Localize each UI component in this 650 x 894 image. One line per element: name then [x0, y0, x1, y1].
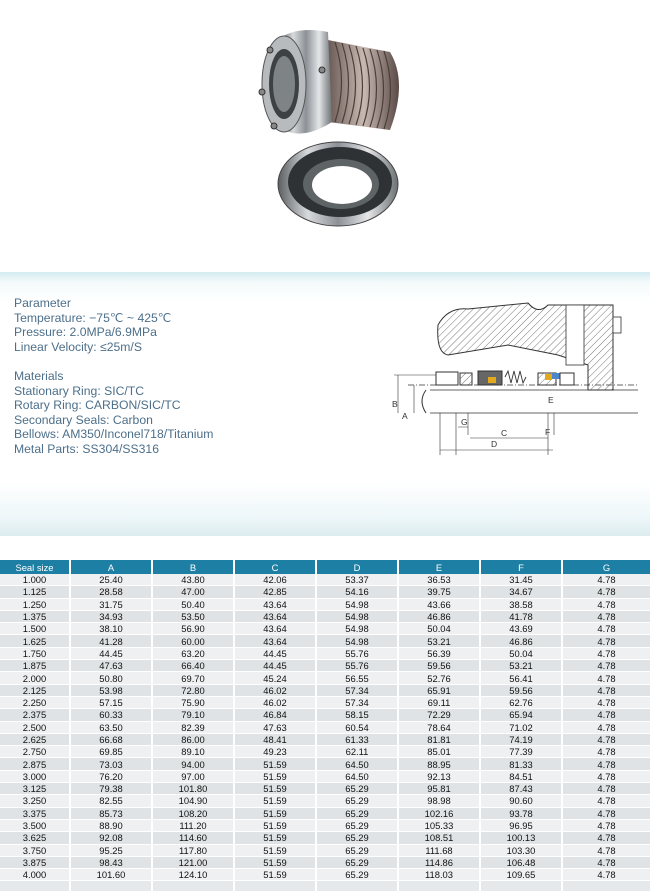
- table-cell: 2.750: [0, 746, 70, 758]
- table-cell: 43.69: [480, 623, 562, 635]
- table-body: [0, 574, 650, 892]
- table-cell: 44.45: [234, 647, 316, 659]
- table-cell: 3.625: [0, 832, 70, 844]
- table-cell: 56.41: [480, 672, 562, 684]
- table-cell: 57.34: [316, 684, 398, 696]
- table-cell: 47.63: [70, 660, 152, 672]
- table-cell: 4.78: [562, 709, 650, 721]
- table-cell: 36.53: [398, 574, 480, 586]
- table-row: [0, 770, 650, 782]
- table-cell: 1.750: [0, 647, 70, 659]
- table-cell: 4.78: [562, 819, 650, 831]
- materials-heading: Materials: [14, 368, 64, 383]
- product-photo-area: [0, 0, 650, 272]
- table-cell: 65.91: [398, 684, 480, 696]
- table-cell: 46.84: [234, 709, 316, 721]
- table-cell: 43.64: [234, 598, 316, 610]
- table-cell: 111.68: [398, 844, 480, 856]
- table-cell-empty: [398, 881, 480, 892]
- table-cell: 117.80: [152, 844, 234, 856]
- table-row: [0, 869, 650, 881]
- metal-parts-line: Metal Parts: SS304/SS316: [14, 441, 159, 456]
- table-cell: 97.00: [152, 770, 234, 782]
- table-cell: 65.29: [316, 807, 398, 819]
- seal-cross-section-diagram: [388, 295, 638, 465]
- table-cell: 88.90: [70, 819, 152, 831]
- table-cell: 90.60: [480, 795, 562, 807]
- table-cell: 50.04: [398, 623, 480, 635]
- table-cell: 4.78: [562, 758, 650, 770]
- table-cell: 56.39: [398, 647, 480, 659]
- table-cell: 4.78: [562, 746, 650, 758]
- pressure-line: Pressure: 2.0MPa/6.9MPa: [14, 325, 157, 340]
- table-cell: 3.750: [0, 844, 70, 856]
- table-cell: 51.59: [234, 783, 316, 795]
- table-cell: 51.59: [234, 795, 316, 807]
- table-cell: 38.58: [480, 598, 562, 610]
- label-g: G: [461, 417, 468, 427]
- table-cell: 79.38: [70, 783, 152, 795]
- table-cell: 59.56: [480, 684, 562, 696]
- table-cell: 42.85: [234, 586, 316, 598]
- temperature-line: Temperature: −75℃ ~ 425℃: [14, 310, 172, 325]
- table-cell: 65.29: [316, 795, 398, 807]
- table-cell: 3.250: [0, 795, 70, 807]
- table-cell: 31.45: [480, 574, 562, 586]
- table-cell: 51.59: [234, 844, 316, 856]
- table-cell: 81.33: [480, 758, 562, 770]
- table-cell: 65.29: [316, 856, 398, 868]
- table-cell: 1.500: [0, 623, 70, 635]
- table-cell: 98.43: [70, 856, 152, 868]
- table-cell: 93.78: [480, 807, 562, 819]
- table-cell-empty: [316, 881, 398, 892]
- table-cell: 41.78: [480, 610, 562, 622]
- table-cell: 118.03: [398, 869, 480, 881]
- table-cell: 65.29: [316, 819, 398, 831]
- table-cell: 73.03: [70, 758, 152, 770]
- table-cell: 121.00: [152, 856, 234, 868]
- table-cell: 4.78: [562, 832, 650, 844]
- table-cell: 4.78: [562, 783, 650, 795]
- table-row: [0, 660, 650, 672]
- table-row: [0, 807, 650, 819]
- table-cell: 51.59: [234, 856, 316, 868]
- table-cell: 1.875: [0, 660, 70, 672]
- table-cell: 69.70: [152, 672, 234, 684]
- table-cell: 54.16: [316, 586, 398, 598]
- table-cell: 87.43: [480, 783, 562, 795]
- table-cell: 51.59: [234, 758, 316, 770]
- table-cell: 62.11: [316, 746, 398, 758]
- table-cell: 34.93: [70, 610, 152, 622]
- table-row: [0, 684, 650, 696]
- table-cell-empty: [152, 881, 234, 892]
- table-cell-empty: [562, 881, 650, 892]
- table-cell: 3.375: [0, 807, 70, 819]
- table-cell: 2.875: [0, 758, 70, 770]
- table-cell: 58.15: [316, 709, 398, 721]
- table-cell: 101.80: [152, 783, 234, 795]
- table-cell: 84.51: [480, 770, 562, 782]
- table-cell: 44.45: [70, 647, 152, 659]
- table-cell: 65.29: [316, 869, 398, 881]
- table-cell: 50.04: [480, 647, 562, 659]
- table-cell: 43.64: [234, 635, 316, 647]
- table-cell: 4.78: [562, 586, 650, 598]
- table-cell: 76.20: [70, 770, 152, 782]
- table-cell: 54.98: [316, 623, 398, 635]
- table-cell: 60.54: [316, 721, 398, 733]
- table-cell: 43.80: [152, 574, 234, 586]
- table-cell: 1.000: [0, 574, 70, 586]
- table-cell: 57.34: [316, 696, 398, 708]
- table-row: [0, 696, 650, 708]
- table-cell: 4.78: [562, 733, 650, 745]
- table-cell: 55.76: [316, 660, 398, 672]
- table-cell: 111.20: [152, 819, 234, 831]
- table-cell: 53.21: [398, 635, 480, 647]
- product-photo: [240, 22, 410, 254]
- table-cell: 1.125: [0, 586, 70, 598]
- table-cell: 2.375: [0, 709, 70, 721]
- table-cell: 53.21: [480, 660, 562, 672]
- table-cell: 89.10: [152, 746, 234, 758]
- table-cell: 4.78: [562, 856, 650, 868]
- table-header-row: [0, 560, 650, 574]
- table-cell: 4.78: [562, 672, 650, 684]
- table-cell: 65.29: [316, 832, 398, 844]
- table-row: [0, 795, 650, 807]
- table-cell: 1.250: [0, 598, 70, 610]
- table-cell: 4.78: [562, 807, 650, 819]
- secondary-seals-line: Secondary Seals: Carbon: [14, 412, 153, 427]
- table-row: [0, 709, 650, 721]
- table-blank-row: [0, 881, 650, 892]
- table-cell: 72.29: [398, 709, 480, 721]
- table-cell: 64.50: [316, 758, 398, 770]
- table-cell: 108.51: [398, 832, 480, 844]
- table-cell: 108.20: [152, 807, 234, 819]
- table-cell: 104.90: [152, 795, 234, 807]
- table-cell: 85.01: [398, 746, 480, 758]
- label-f: F: [545, 427, 551, 437]
- table-cell: 53.50: [152, 610, 234, 622]
- table-cell: 46.86: [480, 635, 562, 647]
- table-cell: 75.90: [152, 696, 234, 708]
- table-row: [0, 746, 650, 758]
- table-cell: 60.33: [70, 709, 152, 721]
- table-row: [0, 574, 650, 586]
- table-cell: 55.76: [316, 647, 398, 659]
- table-cell-empty: [234, 881, 316, 892]
- table-row: [0, 672, 650, 684]
- table-cell: 38.10: [70, 623, 152, 635]
- header-b: B: [152, 560, 234, 574]
- table-cell: 4.78: [562, 770, 650, 782]
- table-cell: 81.81: [398, 733, 480, 745]
- table-cell: 49.23: [234, 746, 316, 758]
- table-row: [0, 586, 650, 598]
- table-cell: 103.30: [480, 844, 562, 856]
- table-cell: 106.48: [480, 856, 562, 868]
- table-cell: 46.02: [234, 684, 316, 696]
- table-cell: 2.000: [0, 672, 70, 684]
- table-cell: 43.64: [234, 610, 316, 622]
- table-cell: 1.375: [0, 610, 70, 622]
- table-cell: 46.02: [234, 696, 316, 708]
- table-cell: 64.50: [316, 770, 398, 782]
- table-row: [0, 721, 650, 733]
- table-cell: 4.78: [562, 869, 650, 881]
- table-row: [0, 844, 650, 856]
- table-cell: 66.40: [152, 660, 234, 672]
- label-e: E: [548, 395, 554, 405]
- header-g: G: [562, 560, 650, 574]
- table-cell: 28.58: [70, 586, 152, 598]
- table-cell: 98.98: [398, 795, 480, 807]
- table-cell: 66.68: [70, 733, 152, 745]
- table-cell: 4.78: [562, 610, 650, 622]
- table-cell: 63.20: [152, 647, 234, 659]
- header-e: E: [398, 560, 480, 574]
- table-cell: 56.90: [152, 623, 234, 635]
- header-a: A: [70, 560, 152, 574]
- header-f: F: [480, 560, 562, 574]
- table-cell: 102.16: [398, 807, 480, 819]
- table-cell: 86.00: [152, 733, 234, 745]
- header-d: D: [316, 560, 398, 574]
- table-cell: 4.78: [562, 623, 650, 635]
- table-row: [0, 635, 650, 647]
- table-cell: 62.76: [480, 696, 562, 708]
- table-cell: 51.59: [234, 770, 316, 782]
- table-row: [0, 598, 650, 610]
- table-cell: 4.78: [562, 598, 650, 610]
- table-cell: 51.59: [234, 807, 316, 819]
- table-cell: 65.29: [316, 783, 398, 795]
- table-cell: 4.78: [562, 721, 650, 733]
- table-cell: 3.000: [0, 770, 70, 782]
- table-cell: 2.500: [0, 721, 70, 733]
- table-cell: 4.000: [0, 869, 70, 881]
- table-cell: 4.78: [562, 635, 650, 647]
- table-cell: 101.60: [70, 869, 152, 881]
- table-row: [0, 623, 650, 635]
- header-c: C: [234, 560, 316, 574]
- table-cell: 54.98: [316, 598, 398, 610]
- table-cell: 34.67: [480, 586, 562, 598]
- table-row: [0, 819, 650, 831]
- table-cell: 25.40: [70, 574, 152, 586]
- table-cell: 50.40: [152, 598, 234, 610]
- velocity-line: Linear Velocity: ≤25m/S: [14, 339, 142, 354]
- table-cell: 74.19: [480, 733, 562, 745]
- table-cell: 92.13: [398, 770, 480, 782]
- table-cell: 69.11: [398, 696, 480, 708]
- table-cell: 4.78: [562, 696, 650, 708]
- table-cell: 4.78: [562, 844, 650, 856]
- table-cell: 105.33: [398, 819, 480, 831]
- table-cell: 94.00: [152, 758, 234, 770]
- parameter-heading: Parameter: [14, 296, 71, 310]
- table-cell: 1.625: [0, 635, 70, 647]
- table-row: [0, 647, 650, 659]
- table-cell: 114.60: [152, 832, 234, 844]
- table-cell: 51.59: [234, 832, 316, 844]
- table-cell: 60.00: [152, 635, 234, 647]
- header-seal-size: Seal size: [0, 560, 70, 574]
- stationary-ring-line: Stationary Ring: SIC/TC: [14, 383, 145, 398]
- table-cell: 82.55: [70, 795, 152, 807]
- table-row: [0, 758, 650, 770]
- table-cell: 3.875: [0, 856, 70, 868]
- table-cell: 82.39: [152, 721, 234, 733]
- table-cell: 46.86: [398, 610, 480, 622]
- table-cell: 57.15: [70, 696, 152, 708]
- table-cell: 4.78: [562, 647, 650, 659]
- table-cell: 59.56: [398, 660, 480, 672]
- table-cell: 50.80: [70, 672, 152, 684]
- table-cell: 45.24: [234, 672, 316, 684]
- table-cell: 100.13: [480, 832, 562, 844]
- table-cell: 43.64: [234, 623, 316, 635]
- table-cell: 71.02: [480, 721, 562, 733]
- table-cell: 43.66: [398, 598, 480, 610]
- table-cell: 41.28: [70, 635, 152, 647]
- table-cell: 95.25: [70, 844, 152, 856]
- table-cell: 88.95: [398, 758, 480, 770]
- table-cell: 39.75: [398, 586, 480, 598]
- table-cell: 65.29: [316, 844, 398, 856]
- table-cell: 3.500: [0, 819, 70, 831]
- table-cell: 47.00: [152, 586, 234, 598]
- table-cell: 78.64: [398, 721, 480, 733]
- table-cell: 95.81: [398, 783, 480, 795]
- table-cell-empty: [70, 881, 152, 892]
- label-b: B: [392, 399, 398, 409]
- table-cell-empty: [0, 881, 70, 892]
- table-cell: 2.625: [0, 733, 70, 745]
- table-cell: 2.125: [0, 684, 70, 696]
- table-cell: 53.98: [70, 684, 152, 696]
- label-a: A: [402, 411, 408, 421]
- table-row: [0, 856, 650, 868]
- table-cell: 72.80: [152, 684, 234, 696]
- table-cell: 2.250: [0, 696, 70, 708]
- table-cell: 44.45: [234, 660, 316, 672]
- table-cell: 31.75: [70, 598, 152, 610]
- table-cell: 61.33: [316, 733, 398, 745]
- table-cell: 53.37: [316, 574, 398, 586]
- spacer: [14, 354, 213, 369]
- label-c: C: [501, 428, 508, 438]
- table-cell: 96.95: [480, 819, 562, 831]
- table-cell: 3.125: [0, 783, 70, 795]
- table-cell: 54.98: [316, 610, 398, 622]
- table-cell: 79.10: [152, 709, 234, 721]
- table-cell: 56.55: [316, 672, 398, 684]
- table-cell: 51.59: [234, 819, 316, 831]
- table-cell: 114.86: [398, 856, 480, 868]
- table-cell: 77.39: [480, 746, 562, 758]
- table-cell: 109.65: [480, 869, 562, 881]
- rotary-ring-line: Rotary Ring: CARBON/SIC/TC: [14, 398, 181, 413]
- table-cell: 47.63: [234, 721, 316, 733]
- table-cell: 52.76: [398, 672, 480, 684]
- label-d: D: [491, 439, 498, 449]
- table-cell: 54.98: [316, 635, 398, 647]
- table-cell: 51.59: [234, 869, 316, 881]
- table-cell: 4.78: [562, 795, 650, 807]
- bellows-line: Bellows: AM350/Inconel718/Titanium: [14, 427, 214, 442]
- table-cell: 4.78: [562, 574, 650, 586]
- table-row: [0, 610, 650, 622]
- table-cell: 63.50: [70, 721, 152, 733]
- table-row: [0, 832, 650, 844]
- table-cell-empty: [480, 881, 562, 892]
- table-cell: 69.85: [70, 746, 152, 758]
- table-cell: 85.73: [70, 807, 152, 819]
- table-cell: 65.94: [480, 709, 562, 721]
- table-cell: 4.78: [562, 684, 650, 696]
- table-cell: 42.06: [234, 574, 316, 586]
- table-cell: 92.08: [70, 832, 152, 844]
- table-row: [0, 783, 650, 795]
- spec-text-block: [14, 296, 213, 457]
- table-cell: 124.10: [152, 869, 234, 881]
- table-cell: 4.78: [562, 660, 650, 672]
- table-row: [0, 733, 650, 745]
- dimension-table: [0, 560, 650, 892]
- table-cell: 48.41: [234, 733, 316, 745]
